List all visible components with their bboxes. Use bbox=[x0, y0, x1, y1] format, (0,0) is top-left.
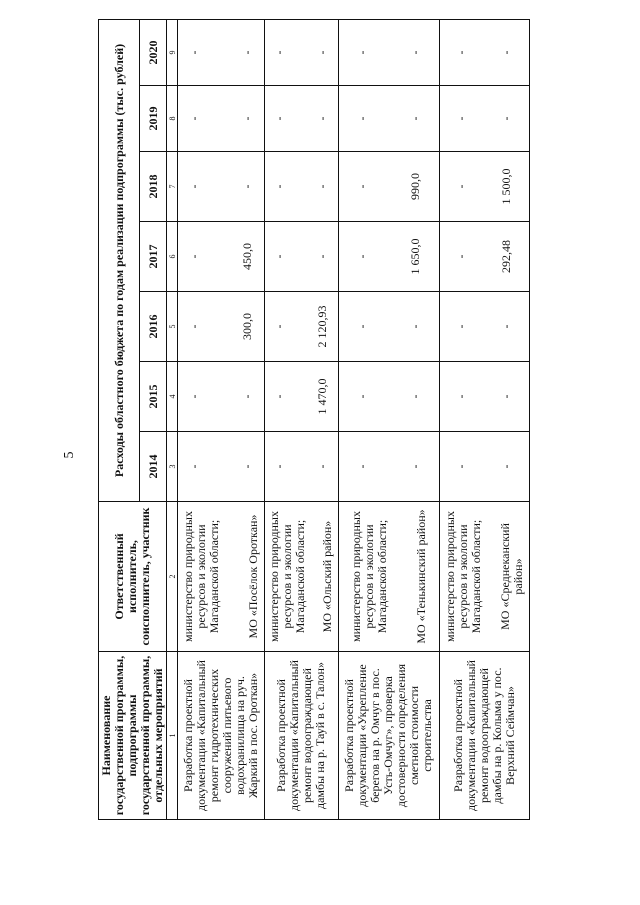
value-cell: - - bbox=[264, 152, 338, 222]
value-cell: - - bbox=[338, 86, 439, 152]
value-cell: - - bbox=[178, 86, 265, 152]
value-cell: - - bbox=[178, 432, 265, 502]
value-cell: - - bbox=[178, 152, 265, 222]
value-cell: - - bbox=[338, 362, 439, 432]
executor-primary: министерство природных ресурсов и экологии Магаданской области; bbox=[442, 511, 483, 642]
executor-cell bbox=[338, 502, 439, 652]
header-year: 2016 bbox=[140, 292, 167, 362]
rotated-table-container bbox=[98, 20, 528, 820]
value-cell: - 1 500,0 bbox=[439, 152, 529, 222]
value-cell: - 1 650,0 bbox=[338, 222, 439, 292]
column-number: 9 bbox=[167, 19, 178, 85]
value-cell: - - bbox=[264, 222, 338, 292]
executor-cell bbox=[264, 502, 338, 652]
value-cell: - - bbox=[439, 292, 529, 362]
header-year: 2018 bbox=[140, 152, 167, 222]
executor-secondary: МО «Ольский район» bbox=[320, 520, 335, 633]
value-cell: - - bbox=[178, 19, 265, 85]
value-cell: - - bbox=[264, 19, 338, 85]
budget-table bbox=[98, 19, 530, 820]
header-year: 2017 bbox=[140, 222, 167, 292]
executor-cell bbox=[439, 502, 529, 652]
executor-primary: министерство природных ресурсов и экологии Магаданской области; bbox=[348, 511, 389, 642]
table-row bbox=[439, 19, 529, 819]
header-year: 2015 bbox=[140, 362, 167, 432]
value-cell: - - bbox=[439, 19, 529, 85]
value-cell: - 300,0 bbox=[178, 292, 265, 362]
executor-secondary: МО «Посёлок Ороткан» bbox=[245, 514, 260, 639]
column-number: 4 bbox=[167, 362, 178, 432]
measure-name: Разработка проектной документации «Укрепление берегов на р. Омчуг в пос. Усть-Омчуг», проверка достоверности определения сметной стоимости строительства bbox=[338, 652, 439, 820]
measure-name: Разработка проектной документации «Капитальный ремонт гидротехнических сооружений питьевого водохранилища на руч. Жаркий в пос. Ороткан» bbox=[178, 652, 265, 820]
value-cell: - - bbox=[439, 362, 529, 432]
table-row bbox=[264, 19, 338, 819]
header-year: 2020 bbox=[140, 19, 167, 85]
value-cell: - - bbox=[178, 362, 265, 432]
value-cell: - - bbox=[338, 432, 439, 502]
measure-name: Разработка проектной документации «Капитальный ремонт водоограждающей дамбы на р. Тауй в с. Талон» bbox=[264, 652, 338, 820]
header-name: Наименование государственной программы, подпрограммы государственной программы, отдельных мероприятий bbox=[99, 652, 167, 820]
table-row bbox=[178, 19, 265, 819]
page-number: 5 bbox=[62, 451, 77, 459]
column-number: 1 bbox=[167, 652, 178, 820]
value-cell: - - bbox=[439, 432, 529, 502]
value-cell: - 1 470,0 bbox=[264, 362, 338, 432]
executor-primary: министерство природных ресурсов и экологии Магаданской области; bbox=[180, 511, 221, 642]
value-cell: - 292,48 bbox=[439, 222, 529, 292]
column-number: 8 bbox=[167, 86, 178, 152]
value-cell: - 990,0 bbox=[338, 152, 439, 222]
value-cell: - - bbox=[439, 86, 529, 152]
column-number: 6 bbox=[167, 222, 178, 292]
column-number: 5 bbox=[167, 292, 178, 362]
header-budget: Расходы областного бюджета по годам реализации подпрограммы (тыс. рублей) bbox=[99, 19, 140, 501]
header-year: 2014 bbox=[140, 432, 167, 502]
value-cell: - - bbox=[338, 19, 439, 85]
column-number: 7 bbox=[167, 152, 178, 222]
table-row bbox=[338, 19, 439, 819]
header-year: 2019 bbox=[140, 86, 167, 152]
column-number: 3 bbox=[167, 432, 178, 502]
header-executor: Ответственный исполнитель, соисполнитель, участник bbox=[99, 502, 167, 652]
executor-secondary: МО «Тенькинский район» bbox=[413, 509, 428, 644]
value-cell: - 450,0 bbox=[178, 222, 265, 292]
measure-name: Разработка проектной документации «Капитальный ремонт водоограждающей дамбы на р. Колыма у пос. Верхний Сеймчан» bbox=[439, 652, 529, 820]
executor-secondary: МО «Среднеканский район» bbox=[497, 523, 525, 630]
column-number: 2 bbox=[167, 502, 178, 652]
value-cell: - - bbox=[264, 86, 338, 152]
value-cell: - - bbox=[338, 292, 439, 362]
value-cell: - - bbox=[264, 432, 338, 502]
executor-cell bbox=[178, 502, 265, 652]
executor-primary: министерство природных ресурсов и экологии Магаданской области; bbox=[267, 511, 308, 642]
value-cell: - 2 120,93 bbox=[264, 292, 338, 362]
